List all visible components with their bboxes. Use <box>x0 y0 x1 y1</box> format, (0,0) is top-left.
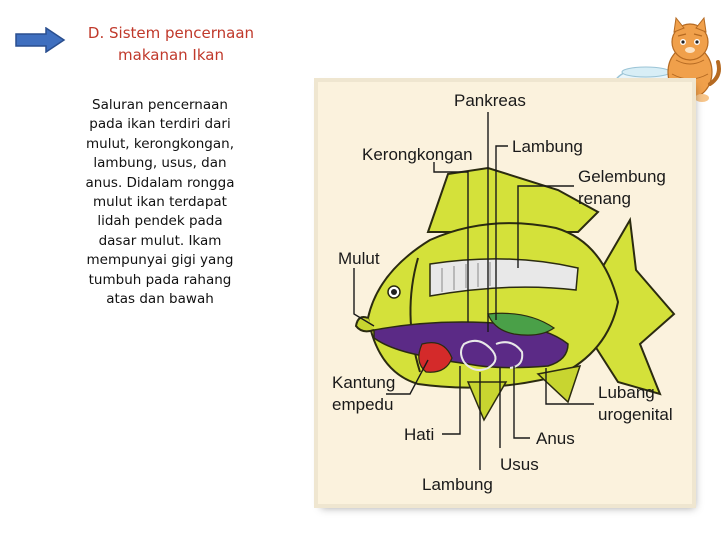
label-anus: Anus <box>536 429 575 448</box>
label-lambung-top: Lambung <box>512 137 583 156</box>
text-line: atas dan bawah <box>106 291 214 308</box>
label-lambung-bottom: Lambung <box>422 475 493 494</box>
label-lubang-1: Lubang <box>598 383 655 402</box>
label-mulut: Mulut <box>338 249 380 268</box>
label-kerongkongan: Kerongkongan <box>362 145 473 164</box>
description-paragraph <box>62 96 258 309</box>
text-line: pada ikan terdiri dari <box>89 116 231 133</box>
text-line: mulut, kerongkongan, <box>85 135 234 152</box>
slide-title <box>76 22 266 66</box>
fish-digestive-diagram <box>318 82 692 504</box>
label-kantung-2: empedu <box>332 395 394 414</box>
fish-diagram-svg <box>318 82 692 504</box>
right-arrow-icon[interactable] <box>14 27 66 53</box>
label-kantung-1: Kantung <box>332 373 396 392</box>
text-line: anus. Didalam rongga <box>85 174 235 191</box>
text-line: lambung, usus, dan <box>93 155 227 172</box>
title-line-1: Sistem pencernaan <box>109 24 255 42</box>
label-lubang-2: urogenital <box>598 405 673 424</box>
label-gelembung-1: Gelembung <box>578 167 666 186</box>
text-line: Saluran pencernaan <box>92 97 228 113</box>
text-line: mempunyai gigi yang <box>86 252 234 269</box>
text-line: lidah pendek pada <box>97 213 223 230</box>
label-usus: Usus <box>500 455 539 474</box>
label-hati: Hati <box>404 425 435 444</box>
text-line: mulut ikan terdapat <box>93 194 227 211</box>
title-line-2: makanan Ikan <box>118 46 224 64</box>
section-letter: D. <box>87 24 105 42</box>
label-pankreas: Pankreas <box>454 91 526 110</box>
text-line: tumbuh pada rahang <box>88 271 232 288</box>
label-gelembung-2: renang <box>578 189 631 208</box>
text-line: dasar mulut. Ikam <box>98 232 222 249</box>
